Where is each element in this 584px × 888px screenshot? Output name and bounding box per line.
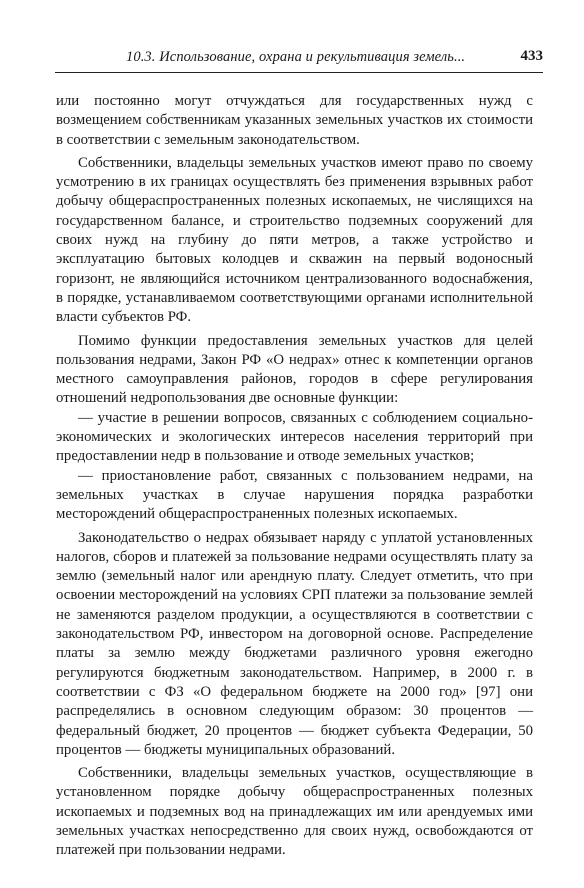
page-number: 433 [520, 48, 543, 64]
paragraph-continuation: или постоянно могут отчуждаться для государственных нужд с возмещением собственникам указанных земельных участков их стоимости в соответствии с земельным законодательством. [56, 93, 533, 148]
body-text [56, 92, 533, 865]
page-header [55, 44, 543, 73]
list-item-participation: — участие в решении вопросов, связанных с соблюдением социально-экономических и экологических интересов населения территорий при предоставлении недр в пользование и отводе земельных участков; [56, 409, 533, 465]
running-head-title: 10.3. Использование, охрана и рекультивация земель... [126, 49, 466, 65]
paragraph-payment-exemption: Собственники, владельцы земельных участков, осуществляющие в установленном порядке добычу общераспространенных полезных ископаемых и подземных вод на принадлежащих им или арендуемых ими земельных участках непосредственно для своих нужд, освобождаются от платежей при пользовании недрами. [56, 765, 533, 859]
paragraph-land-payments: Законодательство о недрах обязывает наряду с уплатой установленных налогов, сборов и платежей за пользование недрами осуществлять плату за землю (земельный налог или арендную плату. Следует отметить, что при освоении месторождений на условиях СРП платежи за пользование землей не заменяются разделом продукции, а осуществляются в соответствии с законодательством РФ, инвестором на договорной основе. Распределение платы за землю между бюджетами различного уровня ежегодно регулируются бюджетным законодательством. Например, в 2000 г. в соответствии с ФЗ «О федеральном бюджете на 2000 год» [97] они распределялись в основном следующим образом: 30 процентов — федеральный бюджет, 20 процентов — бюджет субъекта Федерации, 50 процентов — бюджеты муниципальных образований. [56, 529, 533, 758]
paragraph-landowner-rights: Собственники, владельцы земельных участков имеют право по своему усмотрению в их границах осуществлять без применения взрывных работ добычу общераспространенных полезных ископаемых, не числящихся на государственном балансе, и строительство подземных сооружений для своих нужд на глубину до пяти метров, а также устройство и эксплуатацию бытовых колодцев и скважин на первый водоносный горизонт, не являющийся источником централизованного водоснабжения, в порядке, устанавливаемом соответствующими органами исполнительной власти субъектов РФ. [56, 154, 533, 326]
paragraph-local-government-functions: Помимо функции предоставления земельных участков для целей пользования недрами, Закон РФ «О недрах» отнес к компетенции органов местного самоуправления районов, городов в сфере регулирования отношений недропользования две основные функции: [56, 332, 533, 407]
list-item-suspension: — приостановление работ, связанных с пользованием недрами, на земельных участках в случае нарушения порядка разработки месторождений общераспространенных полезных ископаемых. [56, 467, 533, 523]
